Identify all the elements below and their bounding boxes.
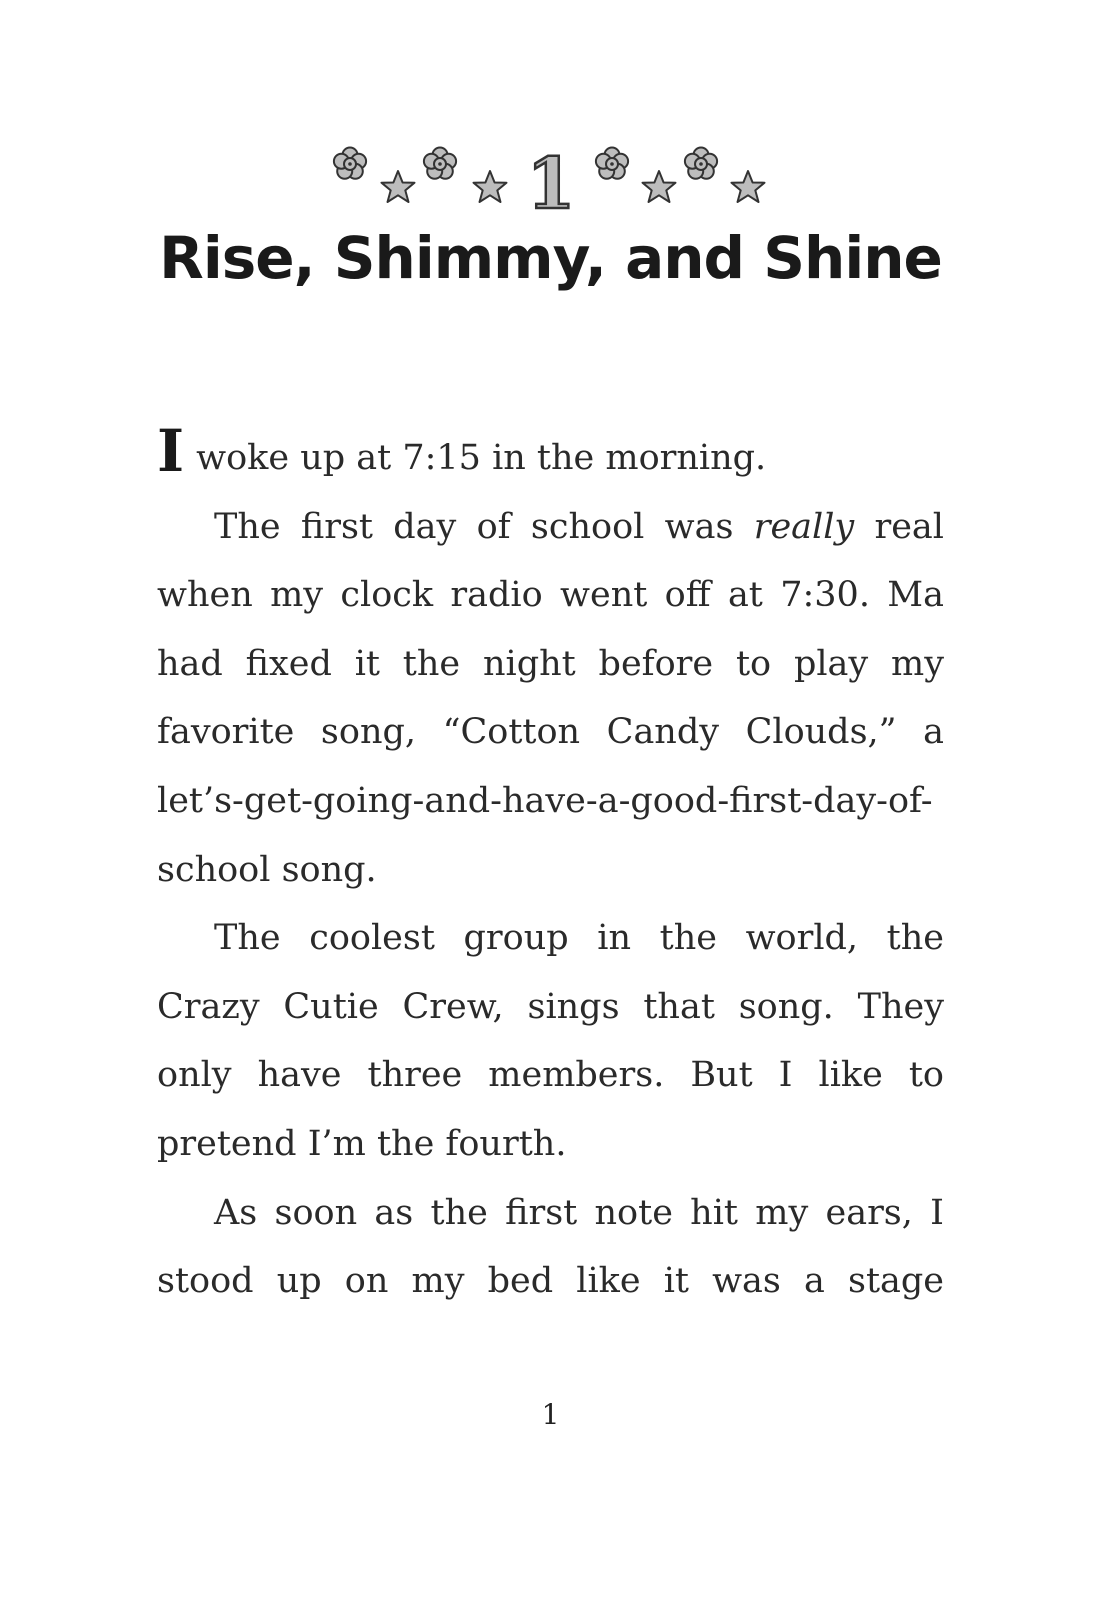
star-icon xyxy=(643,171,676,202)
paragraph-text: woke up at 7:15 in the morning. xyxy=(196,438,767,478)
star-icon xyxy=(382,171,415,202)
flower-icon xyxy=(596,148,628,179)
emphasis-text: really xyxy=(753,506,855,547)
flower-icon xyxy=(685,148,717,179)
chapter-ornament xyxy=(0,140,1101,220)
drop-cap: I xyxy=(157,417,185,485)
paragraph xyxy=(157,417,944,493)
chapter-title: Rise, Shimmy, and Shine xyxy=(159,224,942,292)
flower-icon xyxy=(424,148,456,179)
page-number: 1 xyxy=(541,1398,560,1431)
flower-icon xyxy=(334,148,366,179)
body-text xyxy=(157,417,944,1316)
paragraph xyxy=(157,493,944,905)
paragraph: As soon as the first note hit my ears, I stood up on my bed like it was a stage xyxy=(157,1192,944,1302)
star-icon xyxy=(474,171,507,202)
paragraph: The coolest group in the world, the Crazy Cutie Crew, sings that song. They only have three members. But I like to pretend I’m the fourth. xyxy=(157,918,944,1164)
chapter-number: 1 xyxy=(526,142,576,220)
paragraph-text: real when my clock radio went off at 7:30. Ma had fixed it the night before to play my favorite song, “Cotton Candy Clouds,” a let’s-get-going-and-have-a-good-first-day-of-school song. xyxy=(157,506,944,890)
paragraph-text: The first day of school was xyxy=(214,506,754,547)
star-icon xyxy=(732,171,765,202)
